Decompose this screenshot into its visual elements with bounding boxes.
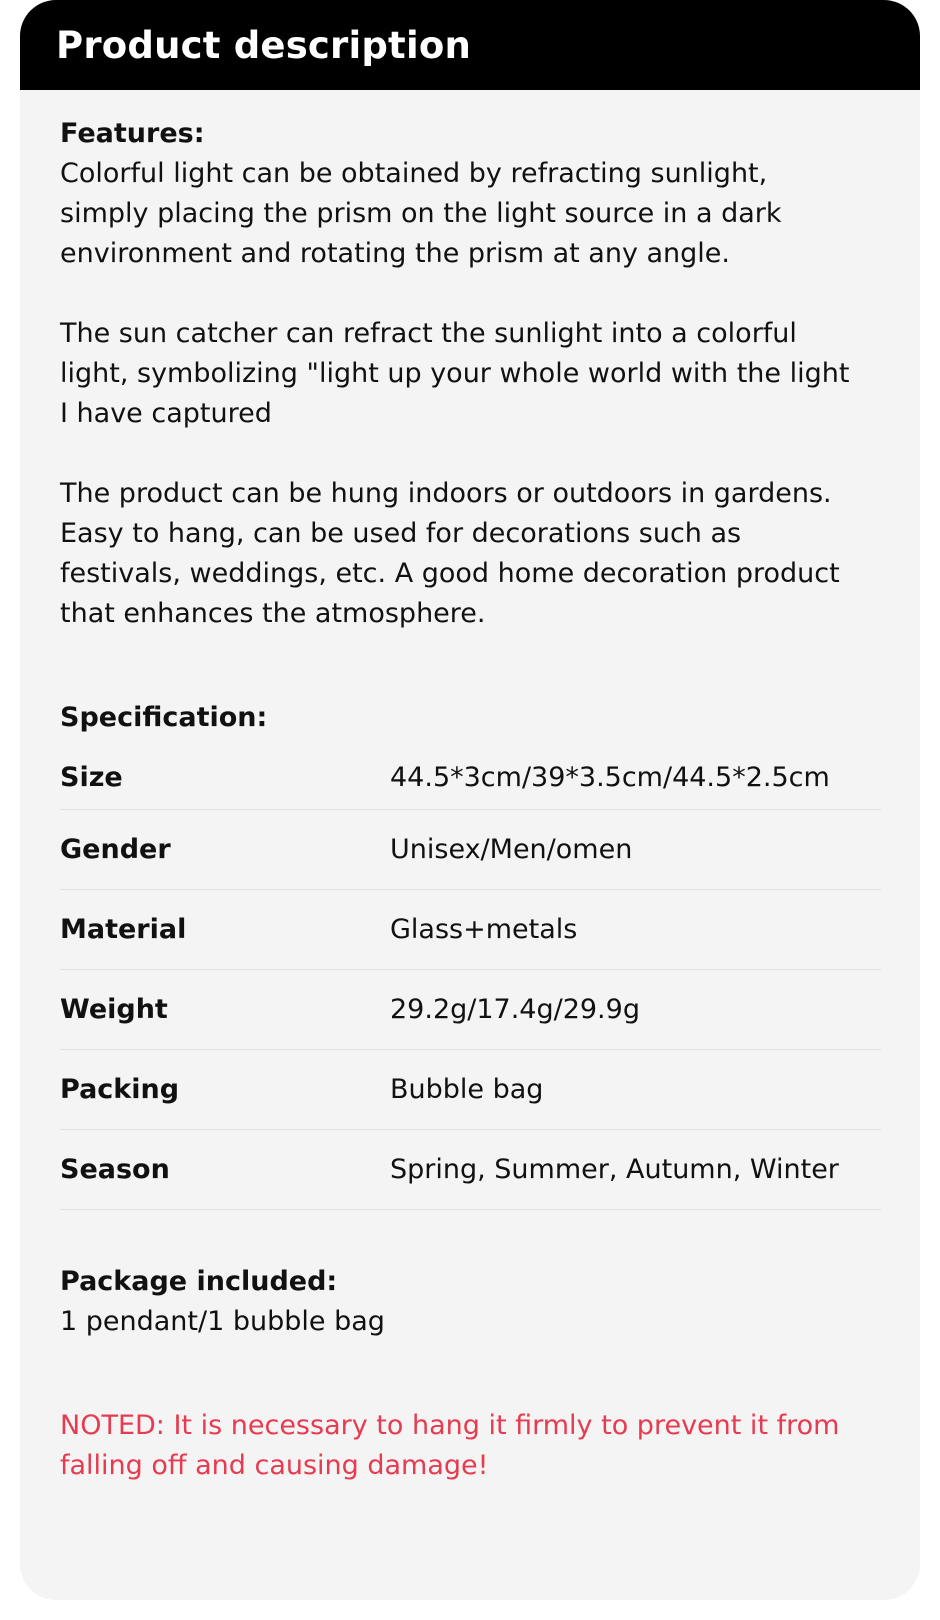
spec-row-weight: [60, 970, 882, 1050]
spec-key: Weight: [60, 994, 168, 1025]
spec-value: Unisex/Men/omen: [390, 834, 633, 865]
spec-key: Gender: [60, 834, 171, 865]
features-paragraph: The sun catcher can refract the sunlight into a colorful light, symbolizing "light up your whole world with the light I have captured: [60, 318, 850, 429]
spec-row-packing: [60, 1050, 882, 1130]
features-title: Features:: [60, 118, 205, 149]
spec-key: Packing: [60, 1074, 180, 1105]
package-block: [60, 1262, 880, 1342]
spec-row-material: [60, 890, 882, 970]
features-paragraph: Colorful light can be obtained by refracting sunlight, simply placing the prism on the light source in a dark environment and rotating the prism at any angle.: [60, 158, 782, 269]
package-text: 1 pendant/1 bubble bag: [60, 1306, 385, 1337]
spec-value: 44.5*3cm/39*3.5cm/44.5*2.5cm: [390, 762, 830, 793]
features-paragraph: The product can be hung indoors or outdoors in gardens. Easy to hang, can be used for decorations such as festivals, weddings, etc. A good home decoration product that enhances the atmosphere.: [60, 478, 840, 629]
spec-key: Size: [60, 762, 123, 793]
spec-value: Bubble bag: [390, 1074, 544, 1105]
product-description-card: [20, 0, 920, 1600]
spec-key: Season: [60, 1154, 170, 1185]
specification-table: [60, 746, 882, 1210]
features-block: [60, 114, 880, 634]
package-title: Package included:: [60, 1266, 338, 1297]
spec-value: Glass+metals: [390, 914, 578, 945]
spec-row-gender: [60, 810, 882, 890]
spec-key: Material: [60, 914, 187, 945]
specification-title: Specification:: [60, 702, 268, 733]
spec-value: Spring, Summer, Autumn, Winter: [390, 1154, 839, 1185]
specification-block: [60, 698, 880, 1210]
section-header: [20, 0, 920, 90]
description-content: [20, 90, 920, 1486]
warning-note: NOTED: It is necessary to hang it firmly to prevent it from falling off and causing damage!: [60, 1410, 840, 1481]
spec-row-size: [60, 746, 882, 810]
section-title: Product description: [56, 23, 471, 67]
spec-value: 29.2g/17.4g/29.9g: [390, 994, 640, 1025]
spec-row-season: [60, 1130, 882, 1210]
